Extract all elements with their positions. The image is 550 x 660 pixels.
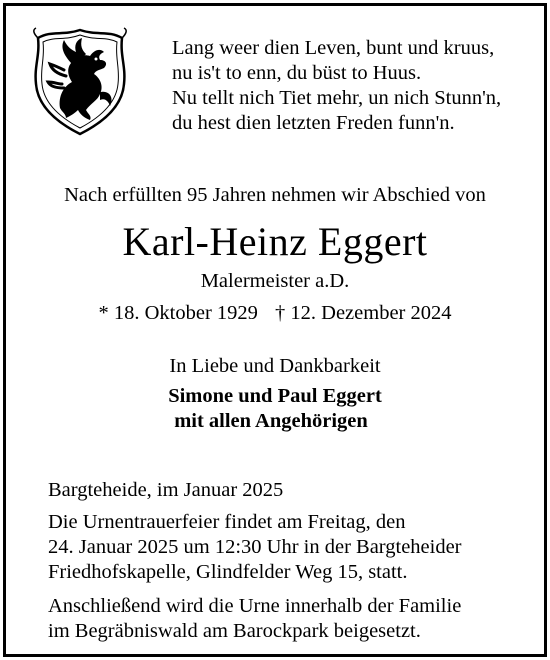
mourners-names: Simone und Paul Eggert (168, 385, 382, 407)
place-date-text: Bargteheide, im Januar 2025 (48, 479, 284, 501)
deceased-name: Karl-Heinz Eggert (122, 219, 428, 264)
deceased-profession: Malermeister a.D. (200, 270, 350, 292)
poem-line: Lang weer dien Leven, bunt und kruus, (172, 37, 495, 59)
ceremony-info (48, 510, 518, 585)
ceremony-line: Friedhofskapelle, Glindfelder Weg 15, statt. (48, 561, 408, 583)
mourners-intro: In Liebe und Dankbarkeit (169, 355, 381, 377)
place-date (48, 478, 518, 503)
burial-line: Anschließend wird die Urne innerhalb der Familie (48, 595, 462, 617)
poem (172, 36, 532, 136)
ceremony-line: 24. Januar 2025 um 12:30 Uhr in der Bargteheider (48, 536, 462, 558)
poem-line: Nu tellt nich Tiet mehr, un nich Stunn'n, (172, 87, 502, 109)
poem-line: nu is't to enn, du büst to Huus. (172, 62, 422, 84)
death-date: † 12. Dezember 2024 (275, 302, 452, 324)
burial-info (48, 594, 518, 644)
ceremony-line: Die Urnentrauerfeier findet am Freitag, den (48, 511, 406, 533)
farewell-intro: Nach erfüllten 95 Jahren nehmen wir Abschied von (64, 184, 486, 206)
griffin-crest-icon (30, 26, 130, 138)
life-dates (0, 302, 550, 325)
birth-date: * 18. Oktober 1929 (98, 302, 258, 324)
mourners-relatives: mit allen Angehörigen (174, 410, 368, 432)
burial-line: im Begräbniswald am Barockpark beigesetzt. (48, 620, 421, 642)
poem-line: du hest dien letzten Freden funn'n. (172, 112, 455, 134)
